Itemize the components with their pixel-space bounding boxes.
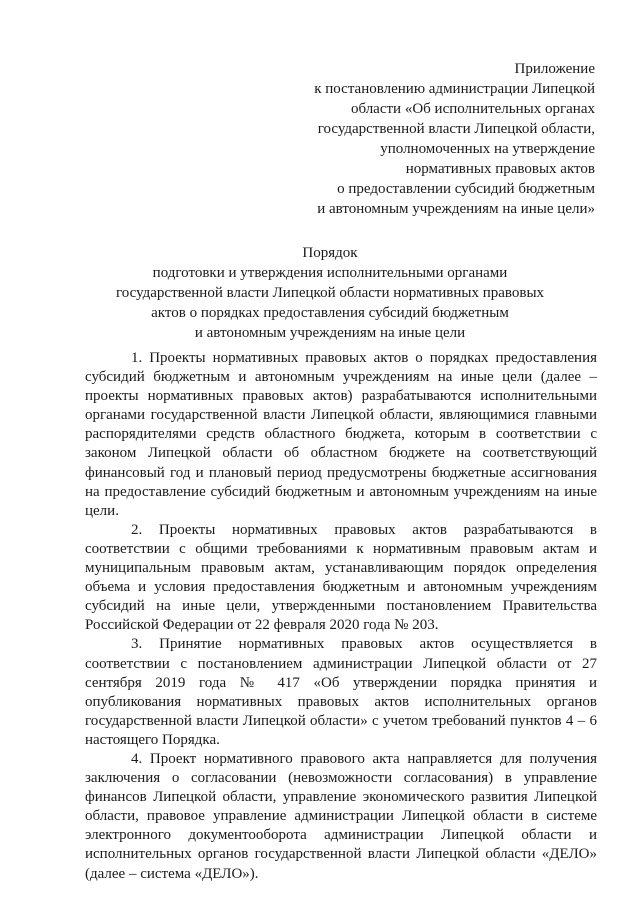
appendix-line: государственной власти Липецкой области, — [317, 121, 595, 137]
document-title — [60, 243, 600, 343]
title-line: государственной власти Липецкой области нормативных правовых — [115, 285, 545, 301]
paragraph-3: 3. Принятие нормативных правовых актов осуществляется в соответствии с постановлением администрации Липецкой области от 27 сентября 2019 года № 417 «Об утверждении порядка принятия и опубликования нормативных правовых актов исполнительных органов государственной власти Липецкой области» с учетом требований пунктов 4 – 6 настоящего Порядка. — [85, 636, 597, 748]
paragraph-4: 4. Проект нормативного правового акта направляется для получения заключения о согласовании (невозможности согласования) в управление финансов Липецкой области, управление экономического развития Липецкой области, правовое управление администрации Липецкой области в системе электронного документооборота администрации Липецкой области и исполнительных органов государственной власти Липецкой области «ДЕЛО» (далее – система «ДЕЛО»). — [85, 750, 597, 882]
title-line: актов о порядках предоставления субсидий бюджетным — [151, 305, 509, 321]
appendix-line: Приложение — [514, 61, 595, 77]
appendix-line: о предоставлении субсидий бюджетным — [337, 181, 595, 197]
title-line: подготовки и утверждения исполнительными органами — [152, 265, 508, 281]
appendix-line: к постановлению администрации Липецкой — [314, 81, 595, 97]
appendix-header — [235, 59, 595, 219]
paragraph-1: 1. Проекты нормативных правовых актов о порядках предоставления субсидий бюджетным и автономным учреждениям на иные цели (далее – проекты нормативных правовых актов) разрабатываются исполнительными органами государственной власти Липецкой области, являющимися главными распорядителями средств областного бюджета, которым в соответствии с законом Липецкой области об областном бюджете на соответствующий финансовый год и плановый период предусмотрены бюджетные ассигнования на предоставление субсидий бюджетным и автономным учреждениям на иные цели. — [85, 350, 597, 519]
appendix-line: уполномоченных на утверждение — [380, 141, 595, 157]
title-heading: Порядок — [302, 245, 358, 261]
appendix-line: и автономным учреждениям на иные цели» — [317, 201, 595, 217]
appendix-line: области «Об исполнительных органах — [350, 101, 595, 117]
appendix-line: нормативных правовых актов — [405, 161, 595, 177]
title-line: и автономным учреждениям на иные цели — [194, 325, 466, 341]
document-body — [85, 349, 597, 884]
paragraph-2: 2. Проекты нормативных правовых актов разрабатываются в соответствии с общими требованиями к нормативным правовым актам и муниципальным правовым актам, устанавливающим порядок определения объема и условия предоставления бюджетным и автономным учреждениям субсидий на иные цели, утвержденными постановлением Правительства Российской Федерации от 22 февраля 2020 года № 203. — [85, 521, 597, 634]
